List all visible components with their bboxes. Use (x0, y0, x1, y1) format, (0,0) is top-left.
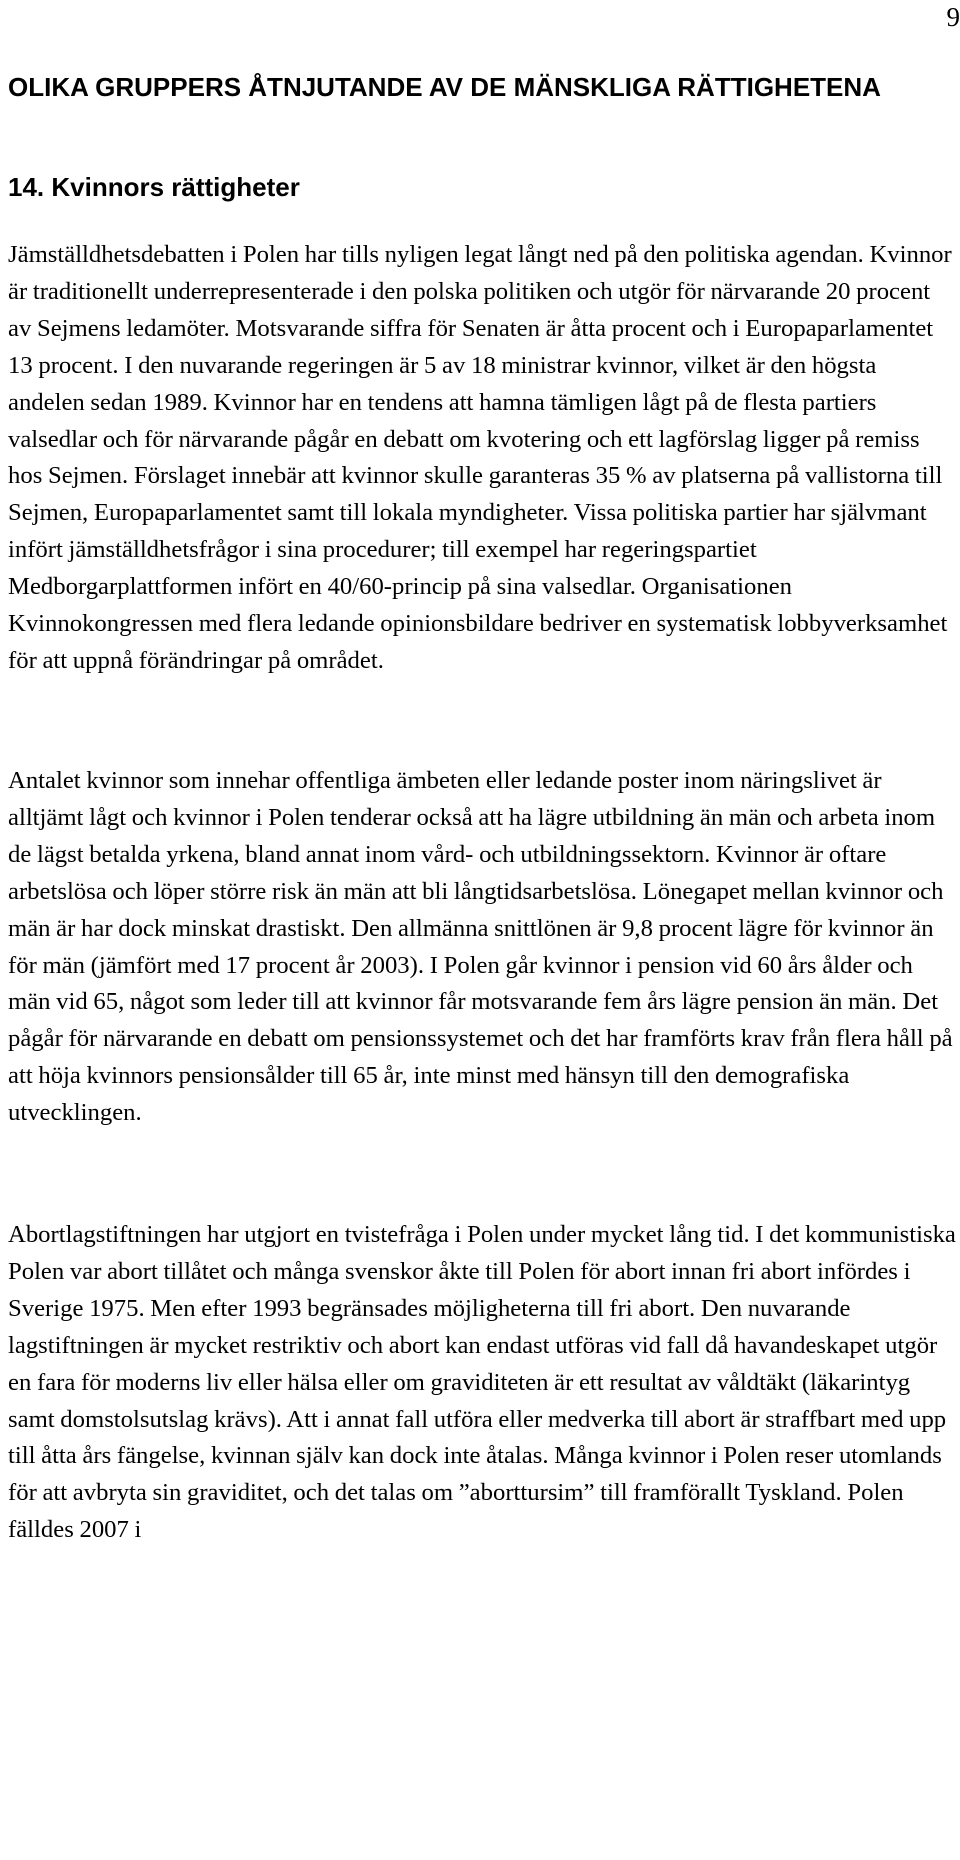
paragraph-abortion-law: Abortlagstiftningen har utgjort en tvistefråga i Polen under mycket lång tid. I det kommunistiska Polen var abort tillåtet och många svenskor åkte till Polen för abort innan fri abort infördes i Sverige 1975. Men efter 1993 begränsades möjligheterna till fri abort. Den nuvarande lagstiftningen är mycket restriktiv och abort kan endast utföras vid fall då havandeskapet utgör en fara för moderns liv eller hälsa eller om graviditeten är ett resultat av våldtäkt (läkarintyg samt domstolsutslag krävs). Att i annat fall utföra eller medverka till abort är straffbart med upp till åtta års fängelse, kvinnan själv kan dock inte åtalas. Många kvinnor i Polen reser utomlands för att avbryta sin graviditet, och det talas om ”aborttursim” till framförallt Tyskland. Polen fälldes 2007 i (8, 1221, 956, 1544)
section-heading: 14. Kvinnors rättigheter (8, 172, 300, 202)
page-number: 9 (946, 2, 960, 32)
document-title: OLIKA GRUPPERS ÅTNJUTANDE AV DE MÄNSKLIGA RÄTTIGHETENA (8, 72, 881, 102)
paragraph-political-representation: Jämställdhetsdebatten i Polen har tills nyligen legat långt ned på den politiska agendan. Kvinnor är traditionellt underrepresenterade i den polska politiken och utgör för närvarande 20 procent av Sejmens ledamöter. Motsvarande siffra för Senaten är åtta procent och i Europaparlamentet 13 procent. I den nuvarande regeringen är 5 av 18 ministrar kvinnor, vilket är den högsta andelen sedan 1989. Kvinnor har en tendens att hamna tämligen lågt på de flesta partiers valsedlar och för närvarande pågår en debatt om kvotering och ett lagförslag ligger på remiss hos Sejmen. Förslaget innebär att kvinnor skulle garanteras 35 % av platserna på vallistorna till Sejmen, Europaparlamentet samt till lokala myndigheter. Vissa politiska partier har självmant infört jämställdhetsfrågor i sina procedurer; till exempel har regeringspartiet Medborgarplattformen infört en 40/60-princip på sina valsedlar. Organisationen Kvinnokongressen med flera ledande opinionsbildare bedriver en systematisk lobbyverksamhet för att uppnå förändringar på området. (8, 241, 952, 674)
paragraph-labor-market: Antalet kvinnor som innehar offentliga ämbeten eller ledande poster inom näringslivet är alltjämt lågt och kvinnor i Polen tenderar också att ha lägre utbildning än män och arbeta inom de lägst betalda yrkena, bland annat inom vård- och utbildningssektorn. Kvinnor är oftare arbetslösa och löper större risk än män att bli långtidsarbetslösa. Lönegapet mellan kvinnor och män är har dock minskat drastiskt. Den allmänna snittlönen är 9,8 procent lägre för kvinnor än för män (jämfört med 17 procent år 2003). I Polen går kvinnor i pension vid 60 års ålder och män vid 65, något som leder till att kvinnor får motsvarande fem års lägre pension än män. Det pågår för närvarande en debatt om pensionssystemet och det har framförts krav från flera håll på att höja kvinnors pensionsålder till 65 år, inte minst med hänsyn till den demografiska utvecklingen. (8, 767, 953, 1127)
